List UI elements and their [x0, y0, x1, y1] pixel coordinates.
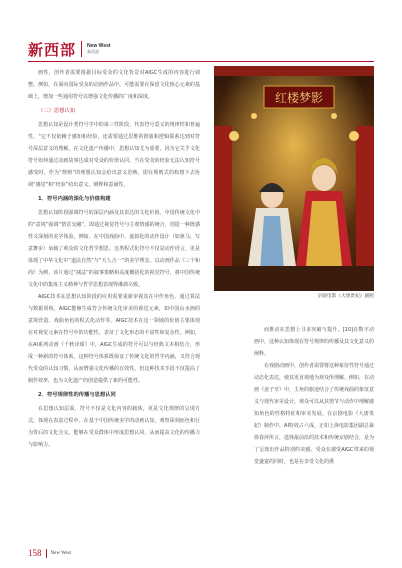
footer-journal-name: New West	[50, 550, 71, 556]
right-column	[254, 324, 374, 468]
subsection-heading: 1．符号内涵的深化与价值构建	[38, 196, 111, 202]
header	[28, 38, 111, 60]
paragraph: 在思想认知层面，符号不仅是文化内容的载体，更是文化规律的呈现方式，体现在表意过程中。在基于中国传统美学的动画认知，观察深刻而色和行为背后的文化含义，能够在受众群体中形成思想认同，从而提高文化的传播力与影响力。	[28, 406, 200, 448]
logo-english: New West	[87, 43, 111, 49]
figure-caption: 京剧电影《大唐贵妃》剧照	[317, 294, 374, 299]
header-rule	[28, 61, 374, 62]
paragraph: 思想认知阶段强调符号的深层内涵及其表达的文化价值。中国传统文化中的“意境”强调“情景交融”，即通过视觉符号与主观情感的统合，创造一种既感性又深刻的美学体验。例如，在中国戏曲中，虚拟化的动作设计（如驱马、写意舞步）承载了观众的文化哲学想思。这类程式化符号不仅是动作语言，更是体现了中华文化中“道法自然”与“天人合一”的美学理念。以动画作品《三个和尚》为例，该片通过“减法”的叙事策略和高度概括化的视觉符号，将中国传统文化中的集体主义精神与哲学思想表现得淋漓尽致。	[28, 210, 200, 288]
footer-divider	[46, 549, 47, 558]
paragraph: 画性，创作者需要根据目标受众的文化背景对AIGC生成的内容进行调整。例如，在面向国际受众的动画作品中，可能需要在保留文化核心元素的基础上，增加一些通用符号以增强文化传播的广度和深度。	[28, 70, 200, 100]
logo-subtitle	[87, 44, 111, 54]
film-still-photo	[214, 66, 374, 291]
page-number: 158	[28, 548, 42, 558]
paragraph: 而推动在思想上寻求突破与提升。[10]在数字动画中，这种认知体现在符号规律的传播及其文化意义的阐释。	[254, 327, 375, 357]
logo-divider	[81, 41, 82, 57]
subsection-heading: 2．符号规律性的传播与思想认同	[38, 392, 116, 398]
paragraph: 在戏剧动画中，创作者需要将这种象征性符号通过动态化表达，使其更直观地为观众所理解。例如，在动画《姜子牙》中，主角的旅途结合了传统戏曲的象征意义与现代审美设计，观众可以从其情节与动作中理解感知角色的性格特征和审美发展。在京剧电影《大唐贵妃》制作中，AI特效占六成，正如上海电影集团副总裁徐春萍所言，选择最前沿的技术和传统京剧结合，是为了呈现出作品特别的美感。受众在感受AIGC带来的视觉盛宴的同时，也是在享受文化的熏	[254, 363, 375, 465]
footer	[28, 548, 71, 558]
paragraph: AIGC技术在思想认知阶段的应用需要重新审视其在中作角色。通过算法与数据训练，AIGC能够生成符合传统文化审美的视觉元素，如中国山水画的意境营造、戏曲角色的程式化动作等。AIGC技术在这一领域的价值主要体现在对视觉元素在符号中的功能性，表征了文化形态的丰富性和复杂性。例如，在AI系列动画《千秋诗颂》中，AIGC生成的符号可以与经典文本相结合，形成一种新的符号体系。这种符号体系既保证了传统文化的哲学内涵，又符合现代受众的认知习惯，从而增强文化传播的有效性。但这种技术手段不仅提高了制作效率，也为文化遗产的创造提供了新的可能性。	[28, 294, 200, 384]
overlay-title: 红楼梦影	[274, 91, 324, 105]
left-column	[28, 67, 200, 451]
film-still-illustration	[214, 66, 374, 291]
section-heading: （三）思想认知	[38, 108, 76, 114]
logo-chinese: 新西部	[87, 49, 100, 54]
paragraph: 思想认知是设计类符号学中的第三性阶段，代表符号意义的规律性和普遍性。“它不仅依赖于感知和经验，还需要通过思维的推演和逻辑联系达到对符号深层意义的理解。在文化遗产传播中，思想认知尤为重要，因为它关乎文化符号如何通过动画故事达成对受众的价值认同。当在受众的经验无法认知符号感受时，作为“规则”的理想认知会给出意义范畴，即在规则式的构想下去协调“感觉”和“经验”给出意义，阐释和意涵性。	[28, 122, 200, 188]
logo: 新西部	[28, 40, 77, 59]
